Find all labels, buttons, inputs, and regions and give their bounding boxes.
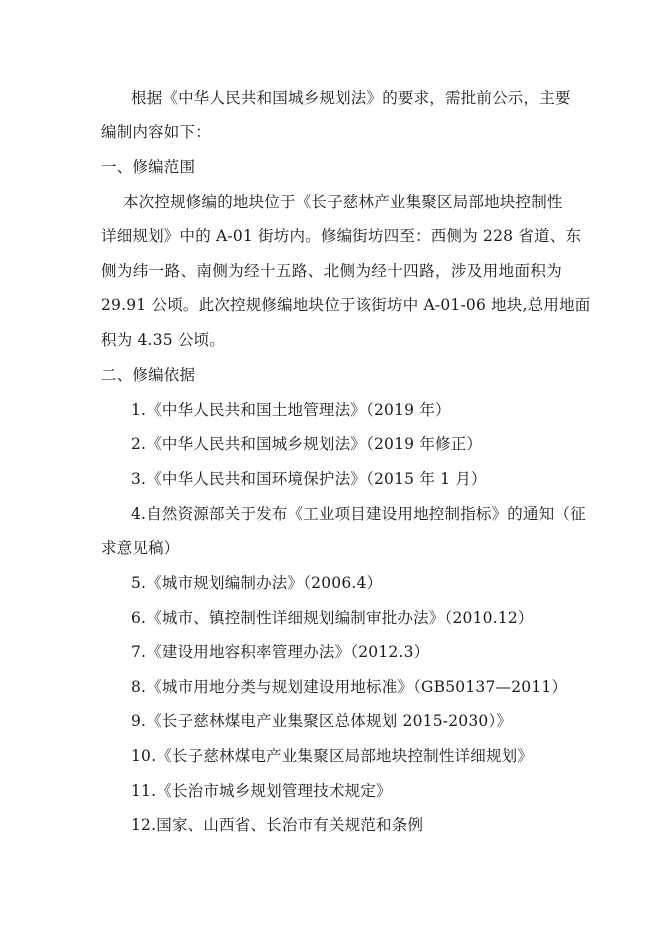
basis-item: 7.《建设用地容积率管理办法》（2012.3） [131,643,430,661]
scope-line-3: 侧为纬一路、南侧为经十五路、北侧为经十四路，涉及用地面积为 [101,262,562,280]
basis-item: 4.自然资源部关于发布《工业项目建设用地控制指标》的通知（征 [131,505,586,523]
basis-item-continuation: 求意见稿） [101,539,180,557]
basis-item: 5.《城市规划编制办法》（2006.4） [131,574,383,592]
basis-item: 12.国家、山西省、长治市有关规范和条例 [131,816,424,834]
basis-item: 9.《长子慈林煤电产业集聚区总体规划 2015-2030）》 [131,712,513,730]
basis-item: 1.《中华人民共和国土地管理法》（2019 年） [131,401,451,419]
intro-line-1: 根据《中华人民共和国城乡规划法》的要求，需批前公示，主要 [131,89,571,107]
scope-line-5: 积为 4.35 公顷。 [101,331,226,349]
basis-item: 8.《城市用地分类与规划建设用地标准》（GB50137—2011） [131,678,568,696]
basis-item: 3.《中华人民共和国环境保护法》（2015 年 1 月） [131,470,487,488]
basis-item: 6.《城市、镇控制性详细规划编制审批办法》（2010.12） [131,609,534,627]
intro-line-2: 编制内容如下： [101,123,211,141]
section-heading-scope: 一、修编范围 [101,158,196,176]
scope-line-2: 详细规划》中的 A-01 街坊内。修编街坊四至：西侧为 228 省道、东 [101,227,582,245]
basis-item: 11.《长治市城乡规划管理技术规定》 [131,782,392,800]
basis-item: 2.《中华人民共和国城乡规划法》（2019 年修正） [131,435,483,453]
scope-line-4: 29.91 公顷。此次控规修编地块位于该街坊中 A-01-06 地块,总用地面 [101,296,591,314]
scope-line-1: 本次控规修编的地块位于《长子慈林产业集聚区局部地块控制性 [123,193,563,211]
basis-item: 10.《长子慈林煤电产业集聚区局部地块控制性详细规划》 [131,747,534,765]
section-heading-basis: 二、修编依据 [101,366,196,384]
